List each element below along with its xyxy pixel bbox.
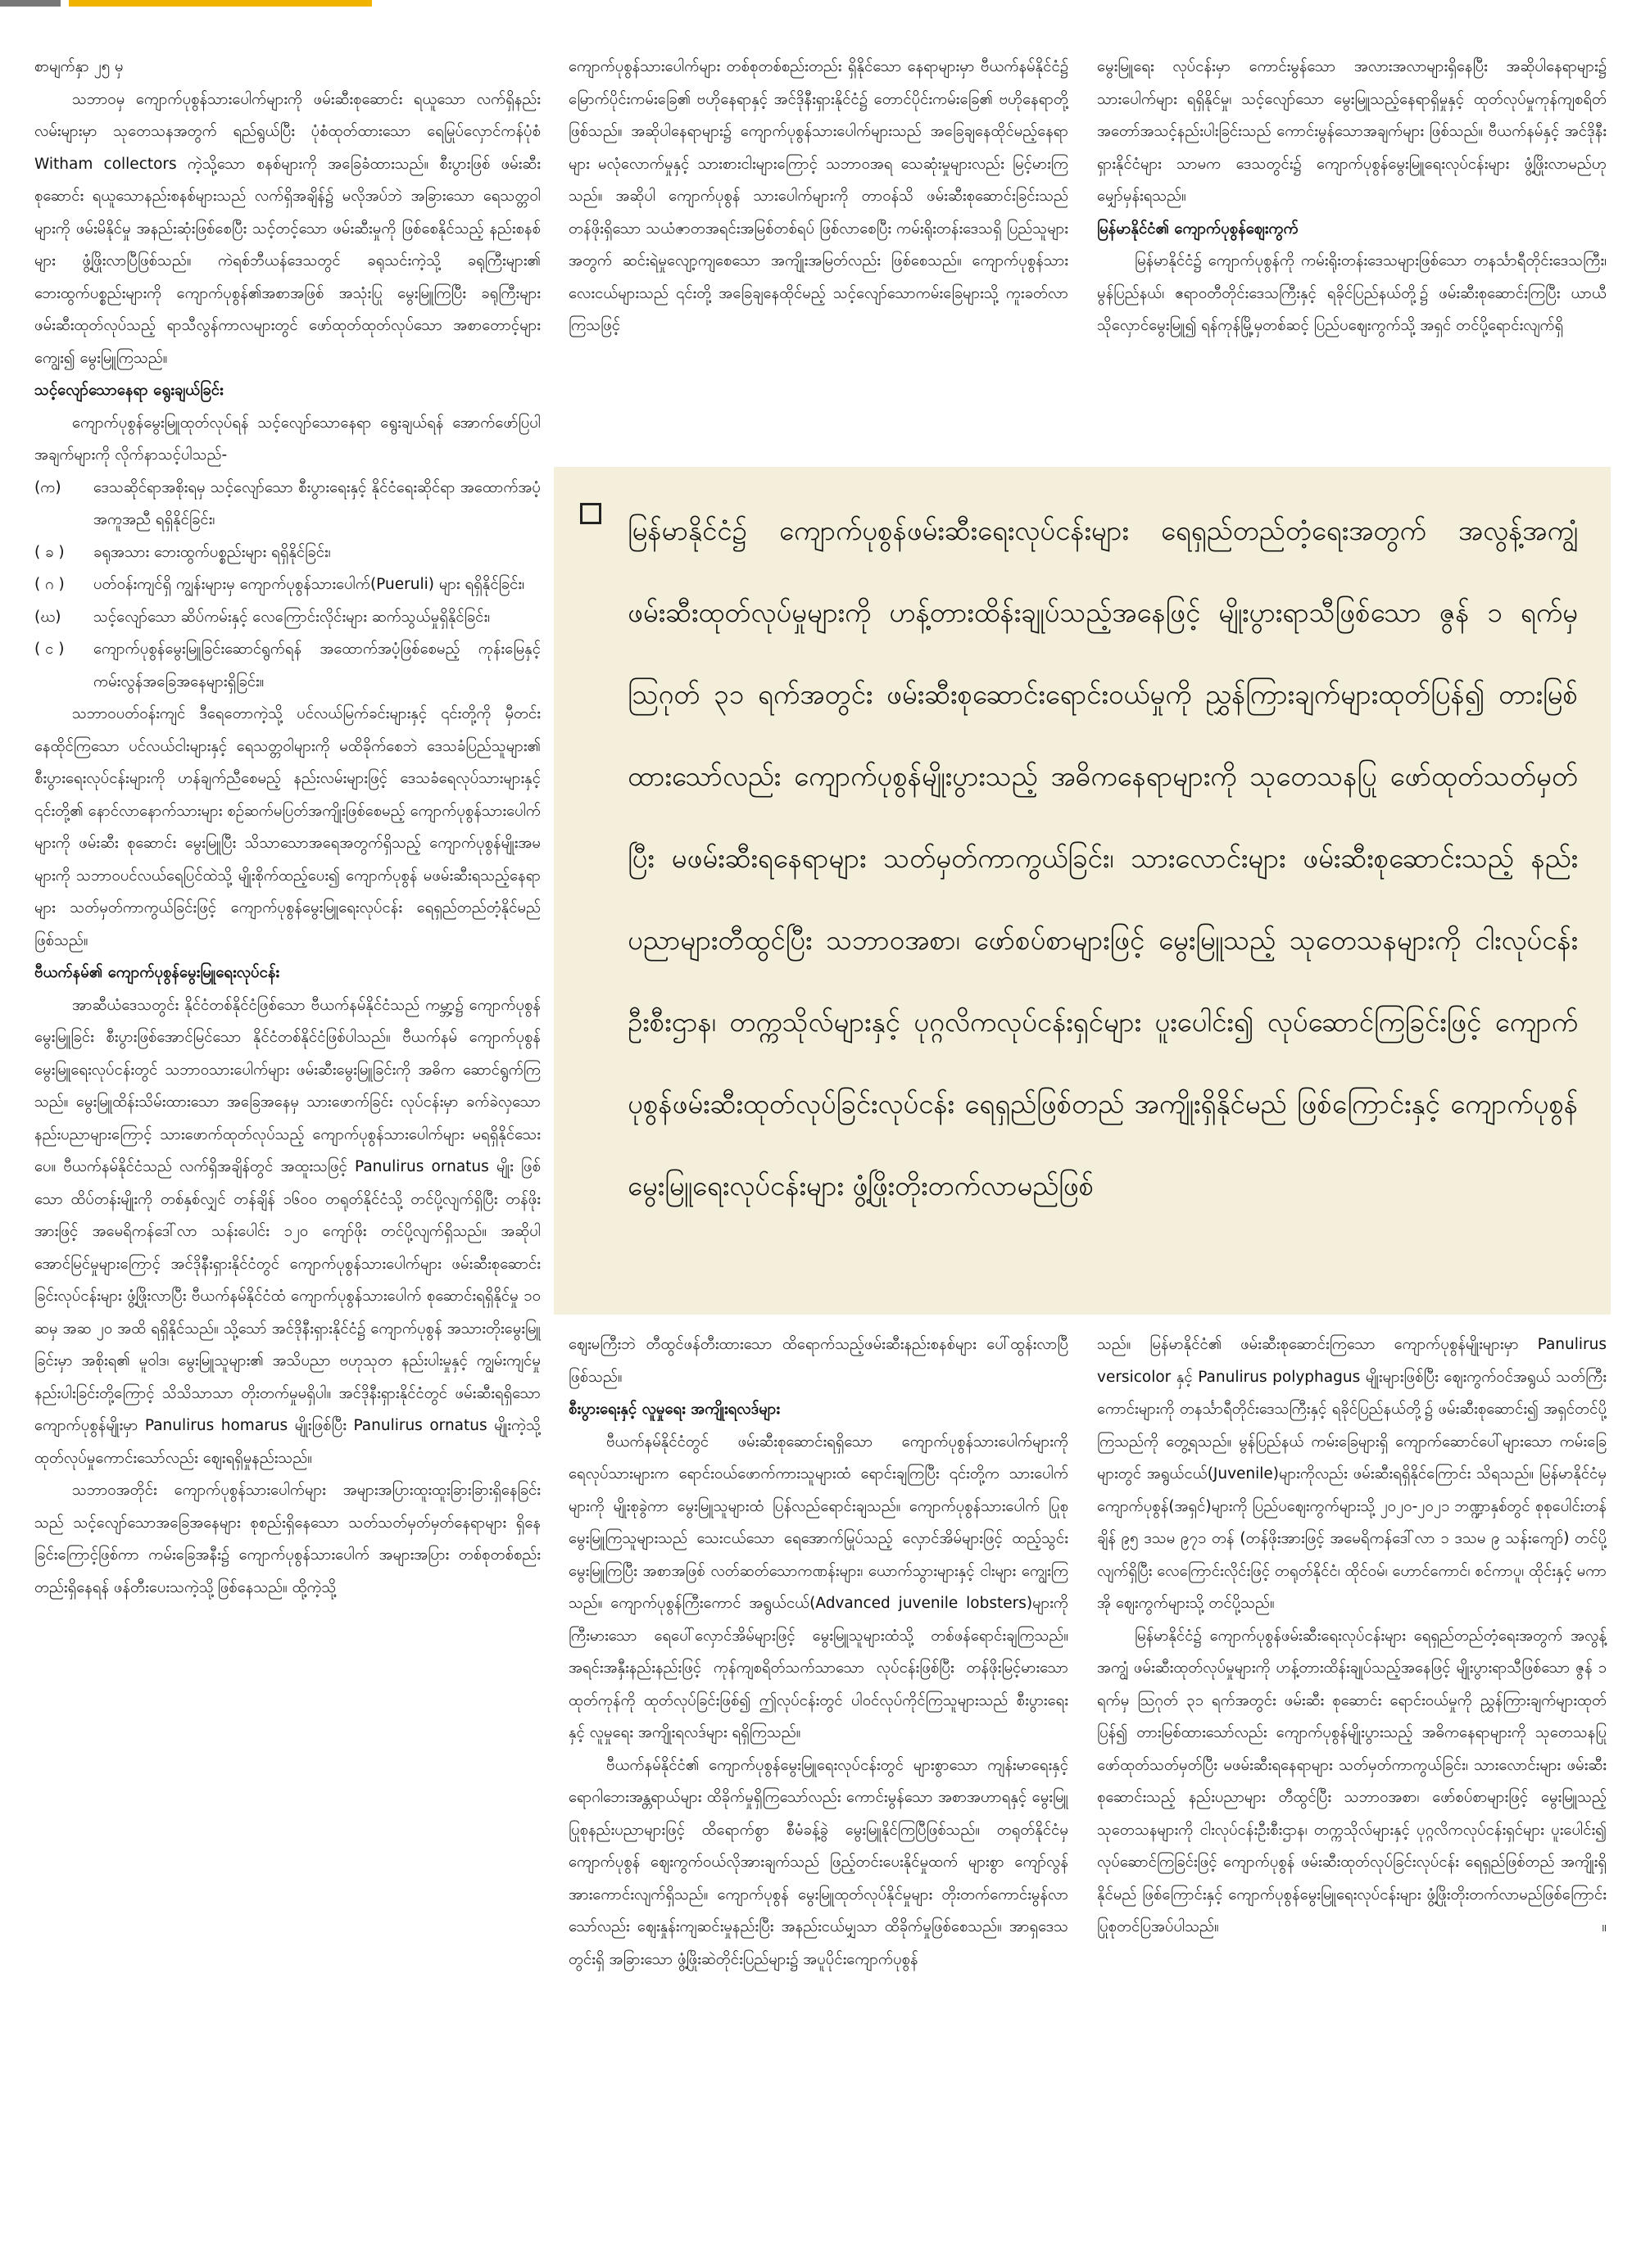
vietnam-paragraph: အာဆီယံဒေသတွင်း နိုင်ငံတစ်နိုင်ငံဖြစ်သော ဗီယက်နမ်နိုင်ငံသည် ကမ္ဘာ့၌ ကျောက်ပုစွန်မွေးမြူခြင်း စီးပွားဖြစ်အောင်မြင်သော နိုင်ငံတစ်နိုင်ငံဖြစ်ပါသည်။ ဗီယက်နမ် ကျောက်ပုစွန်မွေးမြူရေးလုပ်ငန်းတွင် သဘာဝသားပေါက်များ ဖမ်းဆီးမွေးမြူခြင်းကို အဓိက ဆောင်ရွက်ကြသည်။ မွေးမြူထိန်းသိမ်းထားသော အခြေအနေမှ သားဖောက်ခြင်း လုပ်ငန်းမှာ ခက်ခဲလှသော နည်းပညာများကြောင့် သားဖောက်ထုတ်လုပ်သည့် ကျောက်ပုစွန်သားပေါက်များ မရရှိနိုင်သေးပေ။ ဗီယက်နမ်နိုင်ငံသည် လက်ရှိအချိန်တွင် အထူးသဖြင့် Panulirus ornatus မျိုး ဖြစ်သော ထိပ်တန်းမျိုးကို တစ်နှစ်လျှင် တန်ချိန် ၁၆၀၀ တရုတ်နိုင်ငံသို့ တင်ပို့လျက်ရှိပြီး တန်ဖိုးအားဖြင့် အမေရိကန်ဒေါ်လာ သန်းပေါင်း ၁၂၀ ကျော်ဖိုး တင်ပို့လျက်ရှိသည်။ အဆိုပါ အောင်မြင်မှုများကြောင့် အင်ဒိုနီးရှားနိုင်ငံတွင် ကျောက်ပုစွန်သားပေါက်များ ဖမ်းဆီးစုဆောင်းခြင်းလုပ်ငန်းများ ဖွံ့ဖြိုးလာပြီး ဗီယက်နမ်နိုင်ငံထံ ကျောက်ပုစွန်သားပေါက် စုဆောင်းရရှိနိုင်မှု ၁၀ ဆမှ အဆ ၂၀ အထိ ရရှိနိုင်သည်။ သို့သော် အင်ဒိုနီးရှားနိုင်ငံ၌ ကျောက်ပုစွန် အသားတိုးမွေးမြူခြင်းမှာ အစိုးရ၏ မူဝါဒ၊ မွေးမြူသူများ၏ အသိပညာ ဗဟုသုတ နည်းပါးမှုနှင့် ကျွမ်းကျင်မှုနည်းပါးခြင်းတို့ကြောင့် သိသိသာသာ တိုးတက်မှုမရှိပါ။ အင်ဒိုနီးရှားနိုင်ငံတွင် ဖမ်းဆီးရရှိသော ကျောက်ပုစွန်မျိုးမှာ Panulirus homarus မျိုးဖြစ်ပြီး Panulirus ornatus မျိုးကဲ့သို့ ထုတ်လုပ်မှုကောင်းသော်လည်း ဈေးရရှိမှုနည်းသည်။ xyxy=(34,996,541,1467)
natural-seed-paragraph: သဘာဝအတိုင်း ကျောက်ပုစွန်သားပေါက်များ အများအပြားထူးထူးခြားခြားရှိနေခြင်းသည် သင့်လျော်သောအခြေအနေများ စုစည်းရှိနေသော သတ်သတ်မှတ်မှတ်နေရာများ ရှိနေခြင်းကြောင့်ဖြစ်ကာ ကမ်းခြေအနီး၌ ကျောက်ပုစွန်သားပေါက် အများအပြား တစ်စုတစ်စည်းတည်းရှိနေရန် ဖန်တီးပေးသကဲ့သို့ဖြစ်နေသည်။ ထို့ကဲ့သို့ xyxy=(34,1482,541,1596)
list-item-text: ခရုအသား ဘေးထွက်ပစ္စည်းများ ရရှိနိုင်ခြင်း၊ xyxy=(93,543,331,561)
body-paragraph: မွေးမြူရေး လုပ်ငန်းမှာ ကောင်းမွန်သော အလားအလာများရှိနေပြီး အဆိုပါနေရာများ၌ သားပေါက်များ ရရှိနိုင်မှု၊ သင့်လျော်သော မွေးမြူသည့်နေရာရှိမှုနှင့် ထုတ်လုပ်မှုကုန်ကျစရိတ် အတော်အသင့်နည်းပါးခြင်းသည် ကောင်းမွန်သောအချက်များ ဖြစ်သည်။ ဗီယက်နမ်နှင့် အင်ဒိုနီးရှားနိုင်ငံများ သာမက ဒေသတွင်း၌ ကျောက်ပုစွန်မွေးမြူရေးလုပ်ငန်းများ ဖွံ့ဖြိုးလာမည်ဟု မျှော်မှန်းရသည်။ xyxy=(1097,58,1607,205)
myanmar-market-heading: မြန်မာနိုင်ငံ၏ ကျောက်ပုစွန်ဈေးကွက် xyxy=(1097,220,1299,238)
left-column xyxy=(34,51,541,2246)
body-paragraph: ဗီယက်နမ်နိုင်ငံတွင် ဖမ်းဆီးစုဆောင်းရရှိသော ကျောက်ပုစွန်သားပေါက်များကို ရေလုပ်သားများက ရောင်းဝယ်ဖောက်ကားသူများထံ ရောင်းချကြပြီး ၎င်းတို့က သားပေါက်များကို မျိုးစုခွဲကာ မွေးမြူသူများထံ ပြန်လည်ရောင်းချသည်။ ကျောက်ပုစွန်သားပေါက် ပြုစုမွေးမြူကြသူများသည် သေးငယ်သော ရေအောက်မြုပ်သည့် လှောင်အိမ်များဖြင့် ထည့်သွင်းမွေးမြူကြပြီး အစာအဖြစ် လတ်ဆတ်သောကဏန်းများ၊ ယောက်သွားများနှင့် ငါးများ ကျွေးကြသည်။ ကျောက်ပုစွန်ကြီးကောင် အရွယ်ငယ်(Advanced juvenile lobsters)များကို ကြီးမားသော ရေပေါ်လှောင်အိမ်များဖြင့် မွေးမြူသူများထံသို့ တစ်ဖန်ရောင်းချကြသည်။ အရင်းအနှီးနည်းနည်းဖြင့် ကုန်ကျစရိတ်သက်သာသော လုပ်ငန်းဖြစ်ပြီး တန်ဖိုးမြင့်မားသောထုတ်ကုန်ကို ထုတ်လုပ်ခြင်းဖြစ်၍ ဤလုပ်ငန်းတွင် ပါဝင်လုပ်ကိုင်ကြသူများသည် စီးပွားရေးနှင့် လူမှုရေး အကျိုးရလဒ်များ ရရှိကြသည်။ xyxy=(569,1433,1068,1741)
conclusion-text: မြန်မာနိုင်ငံ၌ ကျောက်ပုစွန်ဖမ်းဆီးရေးလုပ်ငန်းများ ရေရှည်တည်တံ့ရေးအတွက် အလွန့်အကျွံ ဖမ်းဆီးထုတ်လုပ်မှုများကို ဟန့်တားထိန်းချုပ်သည့်အနေဖြင့် မျိုးပွားရာသီဖြစ်သော ဇွန် ၁ ရက်မှ ဩဂုတ် ၃၁ ရက်အတွင်း ဖမ်းဆီး စုဆောင်း ရောင်းဝယ်မှုကို ညွှန်ကြားချက်များထုတ်ပြန်၍ တားမြစ်ထားသော်လည်း ကျောက်ပုစွန်မျိုးပွားသည့် အဓိကနေရာများကို သုတေသနပြု ဖော်ထုတ်သတ်မှတ်ပြီး မဖမ်းဆီးရနေရာများ သတ်မှတ်ကာကွယ်ခြင်း၊ သားလောင်းများ ဖမ်းဆီးစုဆောင်းသည့် နည်းပညာများ တီထွင်ပြီး သဘာဝအစာ၊ ဖော်စပ်စာများဖြင့် မွေးမြူသည့် သုတေသနများကို ငါးလုပ်ငန်းဦးစီးဌာန၊ တက္ကသိုလ်များနှင့် ပုဂ္ဂလိကလုပ်ငန်းရှင်များ ပူးပေါင်း၍ လုပ်ဆောင်ကြခြင်းဖြင့် ကျောက်ပုစွန် ဖမ်းဆီးထုတ်လုပ်ခြင်းလုပ်ငန်း ရေရှည်ဖြစ်တည် အကျိုးရှိနိုင်မည် ဖြစ်ကြောင်းနှင့် ကျောက်ပုစွန်မွေးမြူရေးလုပ်ငန်းများ ဖွံ့ဖြိုးတိုးတက်လာမည်ဖြစ်ကြောင်း ပြုစုတင်ပြအပ်ပါသည်။ xyxy=(1097,1627,1607,1935)
intro-paragraph: သဘာဝမှ ကျောက်ပုစွန်သားပေါက်များကို ဖမ်းဆီးစုဆောင်း ရယူသော လက်ရှိနည်းလမ်းများမှာ သုတေသနအတွက် ရည်ရွယ်ပြီး ပုံစံထုတ်ထားသော ရေမြုပ်လှောင်ကန်ပုံစံ Witham collectors ကဲ့သို့သော စနစ်များကို အခြေခံထားသည်။ စီးပွားဖြစ် ဖမ်းဆီးစုဆောင်း ရယူသောနည်းစနစ်များသည် လက်ရှိအချိန်၌ မလိုအပ်ဘဲ အခြားသော ရေသတ္တဝါများကို ဖမ်းမိနိုင်မှု အနည်းဆုံးဖြစ်စေပြီး သင့်တင့်သော ဖမ်းဆီးမှုကို ဖြစ်စေနိုင်သည့် နည်းစနစ်များ ဖွံ့ဖြိုးလာပြီဖြစ်သည်။ ကဲရစ်ဘီယန်ဒေသတွင် ခရုသင်းကဲ့သို့ ခရုကြီးများ၏ ဘေးထွက်ပစ္စည်းများကို ကျောက်ပုစွန်၏အစာအဖြစ် အသုံးပြု မွေးမြူကြပြီး ခရုကြီးများ ဖမ်းဆီးထုတ်လုပ်သည့် ရာသီလွန်ကာလများတွင် ဖော်ထုတ်ထုတ်လုပ်သော အစာတောင့်များကျွေး၍ မွေးမြူကြသည်။ xyxy=(34,90,541,367)
vietnam-heading: ဗီယက်နမ်၏ ကျောက်ပုစွန်မွေးမြူရေးလုပ်ငန်း xyxy=(34,964,280,981)
myanmar-market-paragraph: မြန်မာနိုင်ငံ၌ ကျောက်ပုစွန်ကို ကမ်းရိုးတန်းဒေသများဖြစ်သော တနင်္သာရီတိုင်းဒေသကြီး၊ မွန်ပြည်နယ်၊ ဧရာဝတီတိုင်းဒေသကြီးနှင့် ရခိုင်ပြည်နယ်တို့၌ ဖမ်းဆီးစုဆောင်းကြပြီး ယာယီ သိုလှောင်မွေးမြူ၍ ရန်ကုန်မြို့မှတစ်ဆင့် ပြည်ပဈေးကွက်သို့ အရှင် တင်ပို့ရောင်းလျက်ရှိ xyxy=(1097,252,1607,334)
list-item xyxy=(34,536,541,569)
pull-quote-box xyxy=(554,467,1611,1315)
list-item-number: (ဃ) xyxy=(34,608,61,626)
middle-column-top xyxy=(569,51,1068,460)
pull-quote-text: မြန်မာနိုင်ငံ၌ ကျောက်ပုစွန်ဖမ်းဆီးရေးလုပ်ငန်းများ ရေရှည်တည်တံ့ရေးအတွက် အလွန့်အကျွံ ဖမ်းဆီးထုတ်လုပ်မှုများကို ဟန့်တားထိန်းချုပ်သည့်အနေဖြင့် မျိုးပွားရာသီဖြစ်သော ဇွန် ၁ ရက်မှ ဩဂုတ် ၃၁ ရက်အတွင်း ဖမ်းဆီးစုဆောင်းရောင်းဝယ်မှုကို ညွှန်ကြားချက်များထုတ်ပြန်၍ တားမြစ်ထားသော်လည်း ကျောက်ပုစွန်မျိုးပွားသည့် အဓိကနေရာများကို သုတေသနပြု ဖော်ထုတ်သတ်မှတ်ပြီး မဖမ်းဆီးရနေရာများ သတ်မှတ်ကာကွယ်ခြင်း၊ သားလောင်းများ ဖမ်းဆီးစုဆောင်းသည့် နည်းပညာများတီထွင်ပြီး သဘာဝအစာ၊ ဖော်စပ်စာများဖြင့် မွေးမြူသည့် သုတေသနများကို ငါးလုပ်ငန်းဦးစီးဌာန၊ တက္ကသိုလ်များနှင့် ပုဂ္ဂလိကလုပ်ငန်းရှင်များ ပူးပေါင်း၍ လုပ်ဆောင်ကြခြင်းဖြင့် ကျောက်ပုစွန်ဖမ်းဆီးထုတ်လုပ်ခြင်းလုပ်ငန်း ရေရှည်ဖြစ်တည် အကျိုးရှိနိုင်မည် ဖြစ်ကြောင်းနှင့် ကျောက်ပုစွန်မွေးမြူရေးလုပ်ငန်းများ ဖွံ့ဖြိုးတိုးတက်လာမည်ဖြစ် xyxy=(628,514,1578,1202)
body-paragraph: သည်။ မြန်မာနိုင်ငံ၏ ဖမ်းဆီးစုဆောင်းကြသော ကျောက်ပုစွန်မျိုးများမှာ Panulirus versicolor နှင့် Panulirus polyphagus မျိုးများဖြစ်ပြီး ဈေးကွက်ဝင်အရွယ် သတ်ကြီးကောင်းများကို တနင်္သာရီတိုင်းဒေသကြီးနှင့် ရခိုင်ပြည်နယ်တို့၌ ဖမ်းဆီးစုဆောင်း၍ အရှင်တင်ပို့ကြသည်ကို တွေ့ရသည်။ မွန်ပြည်နယ် ကမ်းခြေများရှိ ကျောက်ဆောင်ပေါ်များသော ကမ်းခြေများတွင် အရွယ်ငယ်(Juvenile)များကိုလည်း ဖမ်းဆီးရရှိနိုင်ကြောင်း သိရသည်။ မြန်မာနိုင်ငံမှ ကျောက်ပုစွန်(အရှင်)များကို ပြည်ပဈေးကွက်များသို့ ၂၀၂၀-၂၀၂၁ ဘဏ္ဍာနှစ်တွင် စုစုပေါင်းတန်ချိန် ၉၅ ဒသမ ၉၇၁ တန် (တန်ဖိုးအားဖြင့် အမေရိကန်ဒေါ်လာ ၁ ဒသမ ၉ သန်းကျော်) တင်ပို့လျက်ရှိပြီး လေကြောင်းလိုင်းဖြင့် တရုတ်နိုင်ငံ၊ ထိုင်ဝမ်၊ ဟောင်ကောင်၊ စင်ကာပူ၊ ထိုင်းနှင့် မကာအို ဈေးကွက်များသို့ တင်ပို့သည်။ xyxy=(1097,1336,1607,1612)
body-paragraph: ဗီယက်နမ်နိုင်ငံ၏ ကျောက်ပုစွန်မွေးမြူရေးလုပ်ငန်းတွင် များစွာသော ကျန်းမာရေးနှင့် ရောဂါဘေးအန္တရာယ်များ ထိခိုက်မှုရှိကြသော်လည်း ကောင်းမွန်သော အစာအဟာရနှင့် မွေးမြူပြုစုနည်းပညာများဖြင့် ထိရောက်စွာ စီမံခန့်ခွဲ မွေးမြူနိုင်ကြပြီဖြစ်သည်။ တရုတ်နိုင်ငံမှ ကျောက်ပုစွန် ဈေးကွက်ဝယ်လိုအားချက်သည် ဖြည့်တင်းပေးနိုင်မှုထက် များစွာ ကျော်လွန်အားကောင်းလျက်ရှိသည်။ ကျောက်ပုစွန် မွေးမြူထုတ်လုပ်နိုင်မှုများ တိုးတက်ကောင်းမွန်လာသော်လည်း ဈေးနှုန်းကျဆင်းမှုနည်းပြီး အနည်းငယ်မျှသာ ထိခိုက်မှုဖြစ်စေသည်။ အာရှဒေသတွင်းရှိ အခြားသော ဖွံ့ဖြိုးဆဲတိုင်းပြည်များ၌ အပူပိုင်းကျောက်ပုစွန် xyxy=(569,1756,1068,1968)
right-column-bottom xyxy=(1097,1329,1607,2246)
body-paragraph: ကျောက်ပုစွန်သားပေါက်များ တစ်စုတစ်စည်းတည်း ရှိနိုင်သော နေရာများမှာ ဗီယက်နမ်နိုင်ငံ၌ မြောက်ပိုင်းကမ်းခြေ၏ ဗဟိုနေရာနှင့် အင်ဒိုနီးရှားနိုင်ငံ၌ တောင်ပိုင်းကမ်းခြေ၏ ဗဟိုနေရာတို့ ဖြစ်သည်။ အဆိုပါနေရာများ၌ ကျောက်ပုစွန်သားပေါက်များသည် အခြေချနေထိုင်မည့်နေရာများ မလုံလောက်မှုနှင့် သားစားငါးများကြောင့် သဘာဝအရ သေဆုံးမှုများလည်း မြင့်မားကြသည်။ အဆိုပါ ကျောက်ပုစွန် သားပေါက်များကို တာဝန်သိ ဖမ်းဆီးစုဆောင်းခြင်းသည် တန်ဖိုးရှိသော သယံဇာတအရင်းအမြစ်တစ်ရပ် ဖြစ်လာစေပြီး ကမ်းရိုးတန်းဒေသရှိ ပြည်သူများအတွက် ဆင်းရဲမှုလျော့ကျစေသော အကျိုးအမြတ်လည်း ဖြစ်စေသည်။ ကျောက်ပုစွန်သားလေးငယ်များသည် ၎င်းတို့ အခြေချနေထိုင်မည့် သင့်လျော်သောကမ်းခြေများသို့ ကူးခတ်လာကြသဖြင့် xyxy=(569,58,1068,334)
site-intro-paragraph: ကျောက်ပုစွန်မွေးမြူထုတ်လုပ်ရန် သင့်လျော်သောနေရာ ရွေးချယ်ရန် အောက်ဖော်ပြပါ အချက်များကို လိုက်နာသင့်ပါသည်- xyxy=(34,414,541,464)
end-mark: ။ xyxy=(1602,1918,1607,1935)
list-item-number: ( ခ ) xyxy=(34,543,65,561)
list-item-text: သင့်လျော်သော ဆိပ်ကမ်းနှင့် လေကြောင်းလိုင်းများ ဆက်သွယ်မှုရှိနိုင်ခြင်း၊ xyxy=(93,608,491,626)
middle-column-bottom xyxy=(569,1329,1068,2246)
list-item xyxy=(34,601,541,634)
site-criteria-list xyxy=(34,472,541,699)
list-item-number: (က) xyxy=(34,478,61,496)
economic-benefits-heading: စီးပွားရေးနှင့် လူမှုရေး အကျိုးရလဒ်များ xyxy=(569,1401,781,1418)
list-item xyxy=(34,633,541,698)
continued-from-label: စာမျက်နှာ ၂၅ မှ xyxy=(34,58,124,75)
checkbox-bullet-icon xyxy=(580,503,601,524)
body-paragraph: ဈေးမကြီးဘဲ တီထွင်ဖန်တီးထားသော ထိရောက်သည့်ဖမ်းဆီးနည်းစနစ်များ ပေါ်ထွန်းလာပြီဖြစ်သည်။ xyxy=(569,1336,1068,1386)
list-item xyxy=(34,568,541,601)
header-bar-gray xyxy=(0,0,61,7)
list-item xyxy=(34,472,541,536)
list-item-text: ကျောက်ပုစွန်မွေးမြူခြင်းဆောင်ရွက်ရန် အထောက်အပံ့ဖြစ်စေမည့် ကုန်းမြေနှင့် ကမ်းလွန်အခြေအနေများရှိခြင်း။ xyxy=(93,641,541,690)
list-item-number: ( င ) xyxy=(34,641,65,658)
header-bar-gold xyxy=(69,0,372,7)
site-selection-heading: သင့်လျော်သောနေရာ ရွေးချယ်ခြင်း xyxy=(34,382,224,399)
sustainability-paragraph: သဘာဝပတ်ဝန်းကျင် ဒီရေတောကဲ့သို့ ပင်လယ်မြက်ခင်းများနှင့် ၎င်းတို့ကို မှီတင်းနေထိုင်ကြသော ပင်လယ်ငါးများနှင့် ရေသတ္တဝါများကို မထိခိုက်စေဘဲ ဒေသခံပြည်သူများ၏ စီးပွားရေးလုပ်ငန်းများကို ဟန်ချက်ညီစေမည့် နည်းလမ်းများဖြင့် ဒေသခံရေလုပ်သားများနှင့် ၎င်းတို့၏ နောင်လာနောက်သားများ စဉ်ဆက်မပြတ်အကျိုးဖြစ်စေမည့် ကျောက်ပုစွန်သားပေါက်များကို ဖမ်းဆီး စုဆောင်း မွေးမြူပြီး သိသာသောအရေအတွက်ရှိသည့် ကျောက်ပုစွန်မျိုးအမများကို သဘာဝပင်လယ်ရေပြင်ထဲသို့ မျိုးစိုက်ထည့်ပေး၍ ကျောက်ပုစွန် မဖမ်းဆီးရသည့်နေရာများ သတ်မှတ်ကာကွယ်ခြင်းဖြင့် ကျောက်ပုစွန်မွေးမြူရေးလုပ်ငန်း ရေရှည်တည်တံ့နိုင်မည်ဖြစ်သည်။ xyxy=(34,705,541,949)
list-item-number: ( ဂ ) xyxy=(34,576,65,593)
list-item-text: ဒေသဆိုင်ရာအစိုးရမှ သင့်လျော်သော စီးပွားရေးနှင့် နိုင်ငံရေးဆိုင်ရာ အထောက်အပံ့ အကူအညီ ရရှိနိုင်ခြင်း၊ xyxy=(93,478,541,528)
conclusion-paragraph xyxy=(1097,1620,1607,1944)
right-column-top xyxy=(1097,51,1607,460)
list-item-text: ပတ်ဝန်းကျင်ရှိ ကျွန်းများမှ ကျောက်ပုစွန်သားပေါက်(Pueruli) များ ရရှိနိုင်ခြင်း၊ xyxy=(93,576,524,593)
